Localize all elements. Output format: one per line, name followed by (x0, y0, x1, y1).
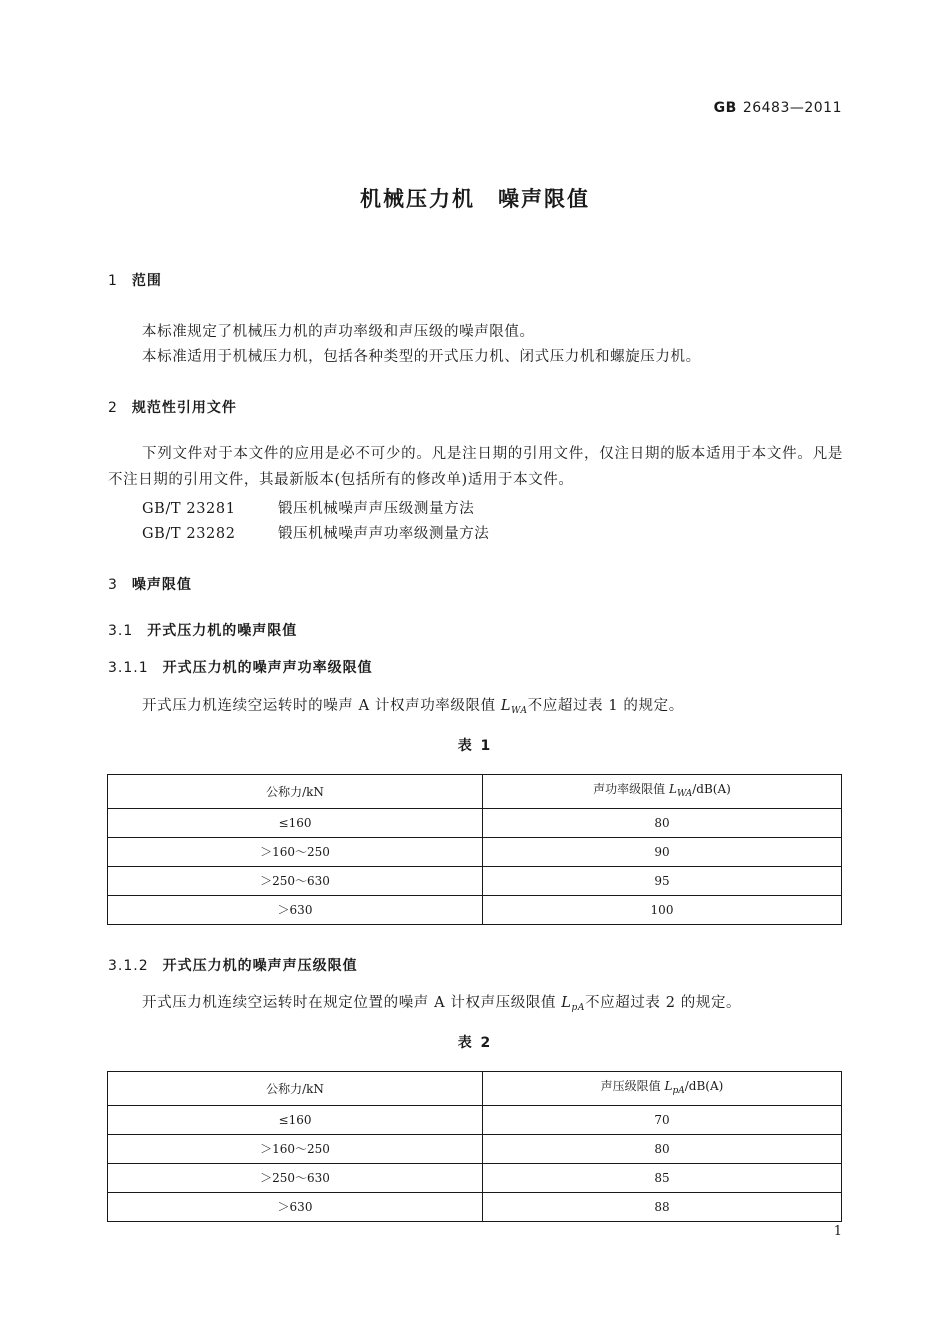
nominal-force-cell: ＞250～630 (108, 1164, 483, 1193)
section-2-heading (108, 397, 237, 417)
symbol-subscript: pA (672, 1086, 685, 1096)
reference-title: 锻压机械噪声声功率级测量方法 (278, 526, 490, 542)
table-row (108, 809, 842, 838)
symbol-letter: L (664, 1079, 673, 1093)
section-number: 3 (108, 577, 118, 593)
reference-code: GB/T 23282 (142, 526, 236, 542)
standard-number (714, 100, 842, 116)
symbol-subscript: pA (571, 1003, 585, 1013)
symbol-subscript: WA (676, 789, 693, 799)
normative-references-intro: 下列文件对于本文件的应用是必不可少的。凡是注日期的引用文件，仅注日期的版本适用于本文件。凡是不注日期的引用文件，其最新版本(包括所有的修改单)适用于本文件。 (108, 446, 843, 488)
scope-paragraph-2: 本标准适用于机械压力机，包括各种类型的开式压力机、闭式压力机和螺旋压力机。 (142, 349, 701, 365)
symbol-subscript: WA (511, 706, 528, 716)
section-title: 范围 (131, 273, 162, 289)
header-symbol (668, 782, 693, 799)
table-2-caption: 表 2 (457, 1035, 493, 1051)
nominal-force-cell: ≤160 (108, 809, 483, 838)
header-sound-pressure-limit (483, 1072, 842, 1106)
document-title: 机械压力机 噪声限值 (360, 187, 590, 211)
table-1-caption: 表 1 (457, 738, 493, 754)
nominal-force-cell: ≤160 (108, 1106, 483, 1135)
limit-cell: 80 (483, 1135, 842, 1164)
limit-cell: 85 (483, 1164, 842, 1193)
header-symbol (664, 1079, 685, 1096)
limit-cell: 90 (483, 838, 842, 867)
section-3-1-heading (108, 620, 297, 640)
header-nominal-force: 公称力/kN (108, 775, 483, 809)
section-1-heading (108, 270, 162, 290)
reference-item (142, 497, 474, 518)
requirement-text-end: 不应超过表 2 的规定。 (585, 995, 742, 1011)
limit-cell: 95 (483, 867, 842, 896)
limit-cell: 88 (483, 1193, 842, 1222)
table-1 (107, 774, 842, 925)
limit-cell: 100 (483, 896, 842, 925)
table-row (108, 1106, 842, 1135)
header-text: 声压级限值 (600, 1079, 665, 1093)
section-number: 3.1.1 (108, 660, 149, 676)
page-number: 1 (833, 1224, 842, 1239)
reference-item (142, 522, 489, 543)
nominal-force-cell: ＞160～250 (108, 1135, 483, 1164)
nominal-force-cell: ＞250～630 (108, 867, 483, 896)
section-number: 2 (108, 400, 118, 416)
section-title: 噪声限值 (131, 577, 192, 593)
sound-pressure-symbol (561, 995, 585, 1011)
symbol-letter: L (561, 995, 572, 1011)
header-sound-power-limit (483, 775, 842, 809)
table-row (108, 896, 842, 925)
table-header-row (108, 775, 842, 809)
nominal-force-cell: ＞160～250 (108, 838, 483, 867)
reference-title: 锻压机械噪声声压级测量方法 (278, 501, 475, 517)
standard-code: 26483—2011 (742, 100, 842, 116)
sound-power-requirement (142, 694, 684, 716)
table-header-row (108, 1072, 842, 1106)
limit-cell: 80 (483, 809, 842, 838)
section-title: 开式压力机的噪声声压级限值 (162, 958, 358, 974)
nominal-force-cell: ＞630 (108, 896, 483, 925)
table-row (108, 867, 842, 896)
section-3-1-1-heading (108, 657, 373, 677)
reference-code: GB/T 23281 (142, 501, 236, 517)
sound-pressure-requirement (142, 991, 741, 1013)
table-row (108, 838, 842, 867)
header-unit: /dB(A) (684, 1079, 724, 1093)
section-3-heading (108, 574, 192, 594)
section-number: 3.1 (108, 623, 134, 639)
symbol-letter: L (668, 782, 677, 796)
table-row (108, 1135, 842, 1164)
table-row (108, 1193, 842, 1222)
nominal-force-cell: ＞630 (108, 1193, 483, 1222)
section-number: 1 (108, 273, 118, 289)
requirement-text-start: 开式压力机连续空运转时在规定位置的噪声 A 计权声压级限值 (142, 995, 562, 1011)
requirement-text-end: 不应超过表 1 的规定。 (527, 698, 684, 714)
requirement-text-start: 开式压力机连续空运转时的噪声 A 计权声功率级限值 (142, 698, 501, 714)
header-text: 声功率级限值 (593, 782, 669, 796)
header-unit: /dB(A) (692, 782, 731, 796)
symbol-letter: L (500, 698, 512, 714)
table-2 (107, 1071, 842, 1222)
section-title: 开式压力机的噪声声功率级限值 (162, 660, 373, 676)
scope-paragraph-1: 本标准规定了机械压力机的声功率级和声压级的噪声限值。 (142, 324, 535, 340)
section-3-1-2-heading (108, 955, 358, 975)
section-title: 开式压力机的噪声限值 (147, 623, 298, 639)
section-number: 3.1.2 (108, 958, 149, 974)
limit-cell: 70 (483, 1106, 842, 1135)
section-title: 规范性引用文件 (131, 400, 237, 416)
table-row (108, 1164, 842, 1193)
standard-prefix: GB (713, 100, 737, 116)
header-nominal-force: 公称力/kN (108, 1072, 483, 1106)
sound-power-symbol (501, 698, 528, 714)
